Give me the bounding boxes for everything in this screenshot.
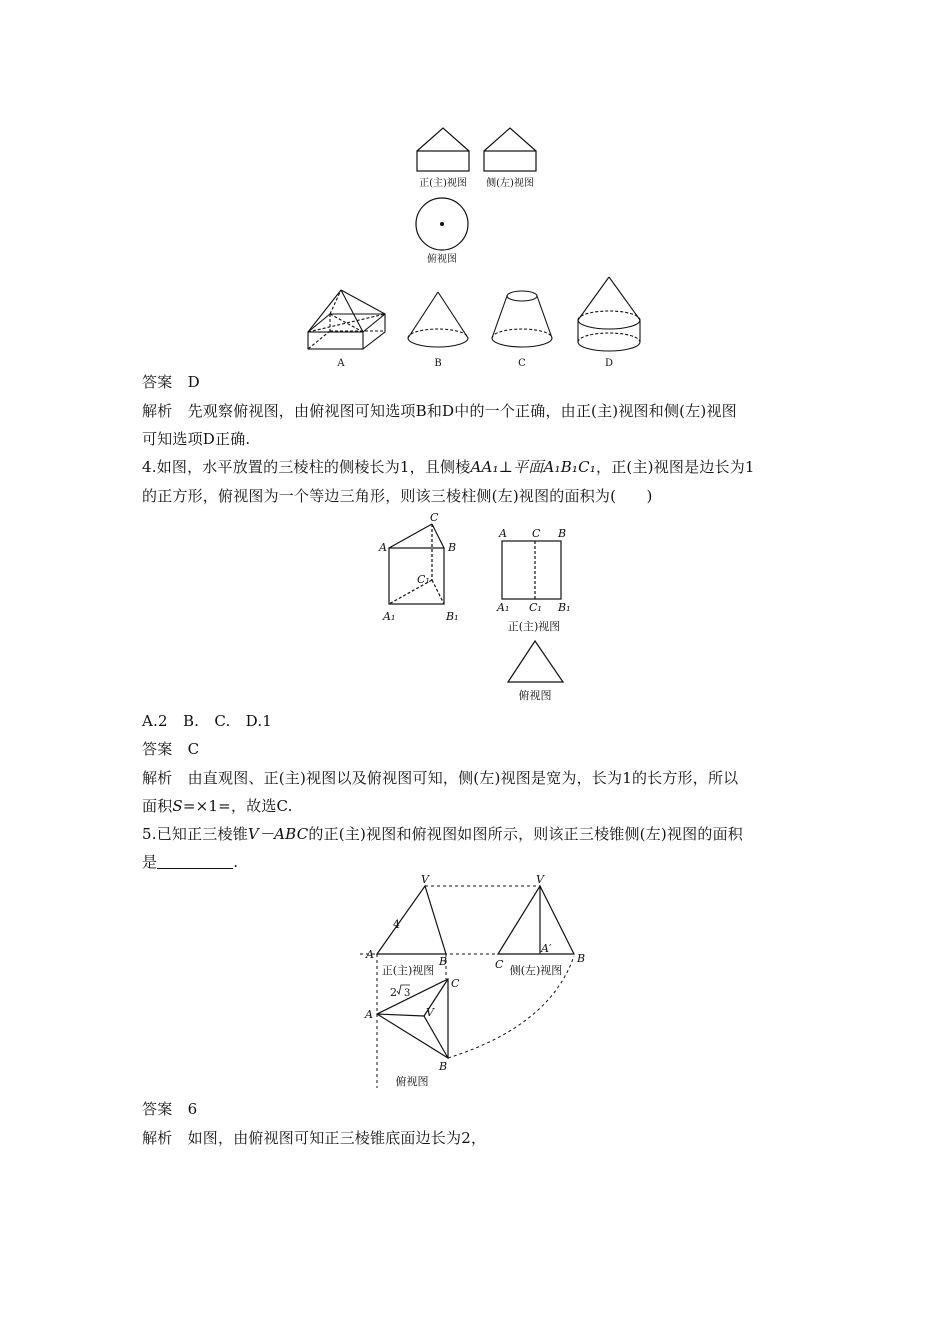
front-label-c1: C₁ <box>529 601 542 614</box>
q4-stem-line2: 的正方形，俯视图为一个等边三角形，则该三棱柱侧(左)视图的面积为( ) <box>142 487 653 505</box>
front-edge-length: 4 <box>393 918 400 931</box>
q5-answer-blank <box>157 854 233 869</box>
q5-stem-1c: 的正(主)视图和俯视图如图所示，则该正三棱锥侧(左)视图的面积 <box>308 825 743 843</box>
top-label-b: B <box>439 1060 448 1073</box>
prism-top-view-label: 俯视图 <box>518 689 552 702</box>
front-view-label: 正(主)视图 <box>419 178 467 189</box>
q4-stem-1a: 4.如图，水平放置的三棱柱的侧棱长为1，且侧棱 <box>142 458 471 476</box>
q4-analysis-line2 <box>142 796 293 816</box>
side-label-b: B <box>577 952 586 965</box>
prism-label-a: A <box>379 541 387 554</box>
q4-answer: 答案 C <box>142 740 200 758</box>
q5-analysis: 解析 如图，由俯视图可知正三棱锥底面边长为2， <box>142 1129 487 1147</box>
top-label-c: C <box>451 977 460 990</box>
top-label-v: V <box>426 1006 434 1019</box>
side-label-a-prime: A′ <box>541 942 552 955</box>
top-view-label: 俯视图 <box>427 254 457 265</box>
front-label-c: C <box>532 527 541 540</box>
front-label-b: B <box>558 527 567 540</box>
pyramid-figure <box>360 873 600 1096</box>
side-label-c: C <box>495 958 504 971</box>
q4-analysis-2c: =×1=，故选C. <box>182 797 293 815</box>
q4-analysis-line1: 解析 由直观图、正(主)视图以及俯视图可知，侧(左)视图是宽为，长为1的长方形，所以 <box>142 769 739 787</box>
prism-label-c1: C₁ <box>417 573 430 586</box>
q4-stem-1c: ，正(主)视图是边长为1 <box>596 458 755 476</box>
front-label-a: A <box>366 948 374 961</box>
option-b-label: B <box>434 358 442 369</box>
option-a-solid <box>308 290 385 349</box>
q4-analysis-2a: 面积 <box>142 797 173 815</box>
prism-label-c: C <box>430 511 439 524</box>
top-dim-two: 2 <box>390 986 397 999</box>
pyramid-side-view <box>498 886 574 954</box>
option-c-frustum <box>492 291 552 347</box>
q5-stem-2-end: . <box>233 853 239 871</box>
q3-analysis-line1: 解析 先观察俯视图，由俯视图可知选项B和D中的一个正确，由正(主)视图和侧(左)视图 <box>142 402 737 420</box>
side-view-label: 侧(左)视图 <box>486 178 534 189</box>
option-d-cone-cylinder <box>578 277 640 351</box>
top-view-center-dot <box>440 222 444 226</box>
prism-label-b1: B₁ <box>446 610 459 623</box>
front-view-roof <box>417 128 469 151</box>
front-label-v: V <box>421 873 429 886</box>
front-label-b1: B₁ <box>558 601 571 614</box>
q5-stem-line2 <box>142 852 238 872</box>
option-b-cone <box>408 292 468 347</box>
q3-answer: 答案 D <box>142 373 200 391</box>
top-dim-root: 3 <box>404 988 411 999</box>
front-view-rect <box>417 151 469 171</box>
pyramid-top-view-label: 俯视图 <box>395 1075 429 1088</box>
q4-choices: A.2 B. C. D.1 <box>142 712 273 730</box>
option-c-label: C <box>518 358 526 369</box>
pyramid-side-view-label: 侧(左)视图 <box>509 964 563 977</box>
q4-analysis-2b: S <box>172 797 183 815</box>
q5-stem-1b: V－ABC <box>247 825 309 843</box>
front-label-b: B <box>439 955 448 968</box>
prism-figure <box>375 510 595 710</box>
front-label-a: A <box>499 527 507 540</box>
top-label-a: A <box>365 1008 373 1021</box>
q4-stem-line1 <box>142 457 755 477</box>
front-label-a1: A₁ <box>497 601 510 614</box>
q5-answer: 答案 6 <box>142 1100 198 1118</box>
side-view-rect <box>484 151 536 171</box>
side-view-roof <box>484 128 536 151</box>
prism-front-view <box>502 541 561 599</box>
q4-stem-1b: AA₁⊥平面A₁B₁C₁ <box>470 458 597 476</box>
pyramid-top-view <box>377 979 448 1058</box>
q5-stem-1a: 5.已知正三棱锥 <box>142 825 248 843</box>
q5-stem-2: 是 <box>142 853 158 871</box>
prism-top-view <box>508 641 563 682</box>
three-views-figure <box>300 120 660 380</box>
option-d-label: D <box>604 358 614 369</box>
pyramid-front-view-label: 正(主)视图 <box>381 964 435 977</box>
prism-label-b: B <box>448 541 457 554</box>
pyramid-front-view <box>377 886 446 954</box>
side-label-v: V <box>536 873 544 886</box>
q5-stem-line1 <box>142 824 743 844</box>
option-a-label: A <box>337 358 345 369</box>
prism-front-view-label: 正(主)视图 <box>507 620 561 633</box>
prism-label-a1: A₁ <box>383 610 396 623</box>
q3-analysis-line2: 可知选项D正确. <box>142 430 251 448</box>
